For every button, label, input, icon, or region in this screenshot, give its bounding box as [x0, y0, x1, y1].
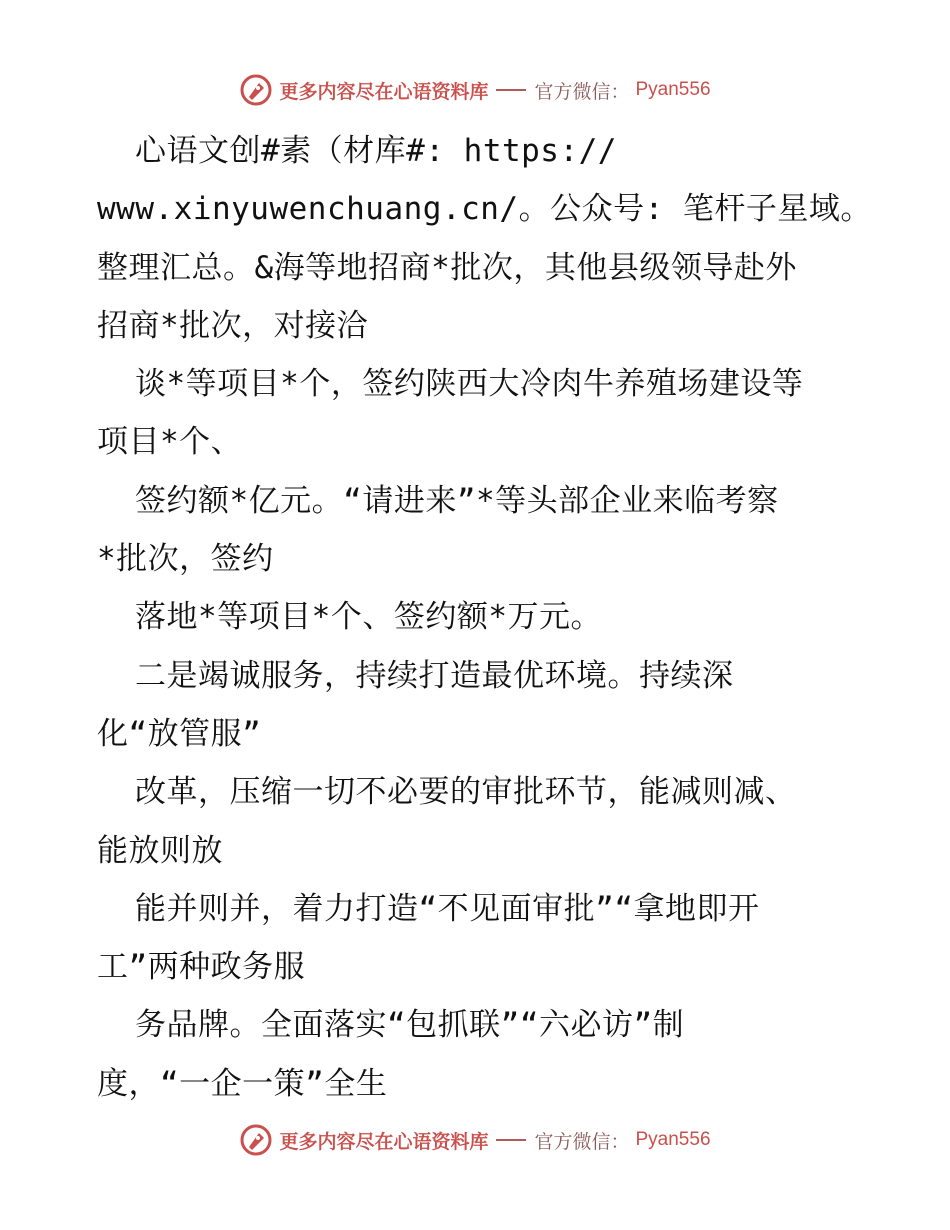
text-line: 二是竭诚服务，持续打造最优环境。持续深	[135, 657, 734, 694]
text-line: *批次，签约	[97, 541, 274, 578]
banner-official-label: 官方微信：	[534, 1130, 630, 1153]
text-line: 工”两种政务服	[97, 949, 306, 986]
banner-wechat-id: Pyan556	[635, 79, 711, 100]
footer-watermark-banner	[0, 1120, 950, 1160]
text-line: 项目*个、	[97, 424, 243, 461]
text-line: 化“放管服”	[97, 715, 262, 752]
banner-dash	[496, 89, 526, 91]
header-watermark-banner	[0, 70, 950, 110]
text-line: 务品牌。全面落实“包抓联”“六必访”制	[135, 1007, 685, 1044]
text-line: 谈*等项目*个，签约陕西大冷肉牛养殖场建设等	[135, 366, 804, 403]
banner-wechat-id: Pyan556	[635, 1129, 711, 1150]
text-line: 能并则并，着力打造“不见面审批”“拿地即开	[135, 890, 760, 927]
banner-slogan: 更多内容尽在心语资料库	[279, 80, 489, 103]
text-line: 落地*等项目*个、签约额*万元。	[135, 599, 602, 636]
banner-slogan: 更多内容尽在心语资料库	[279, 1130, 489, 1153]
banner-dash	[496, 1139, 526, 1141]
text-line: 度，“一企一策”全生	[97, 1065, 388, 1102]
pen-nib-circle-icon	[239, 73, 273, 107]
text-line: 能放则放	[97, 832, 223, 869]
text-line: 签约额*亿元。“请进来”*等头部企业来临考察	[135, 482, 779, 519]
text-line: 整理汇总。&海等地招商*批次，其他县级领导赴外	[97, 249, 797, 286]
text-line: 改革，压缩一切不必要的审批环节，能减则减、	[135, 774, 797, 811]
text-line: 招商*批次，对接洽	[97, 307, 369, 344]
text-line: www.xinyuwenchuang.cn/。公众号: 笔杆子星域。	[97, 191, 872, 228]
banner-official-label: 官方微信：	[534, 80, 630, 103]
banner-content	[239, 1123, 710, 1157]
pen-nib-circle-icon	[239, 1123, 273, 1157]
document-body	[97, 122, 877, 1113]
text-line: 心语文创#素（材库#: https://	[135, 133, 617, 169]
banner-content	[239, 73, 710, 107]
